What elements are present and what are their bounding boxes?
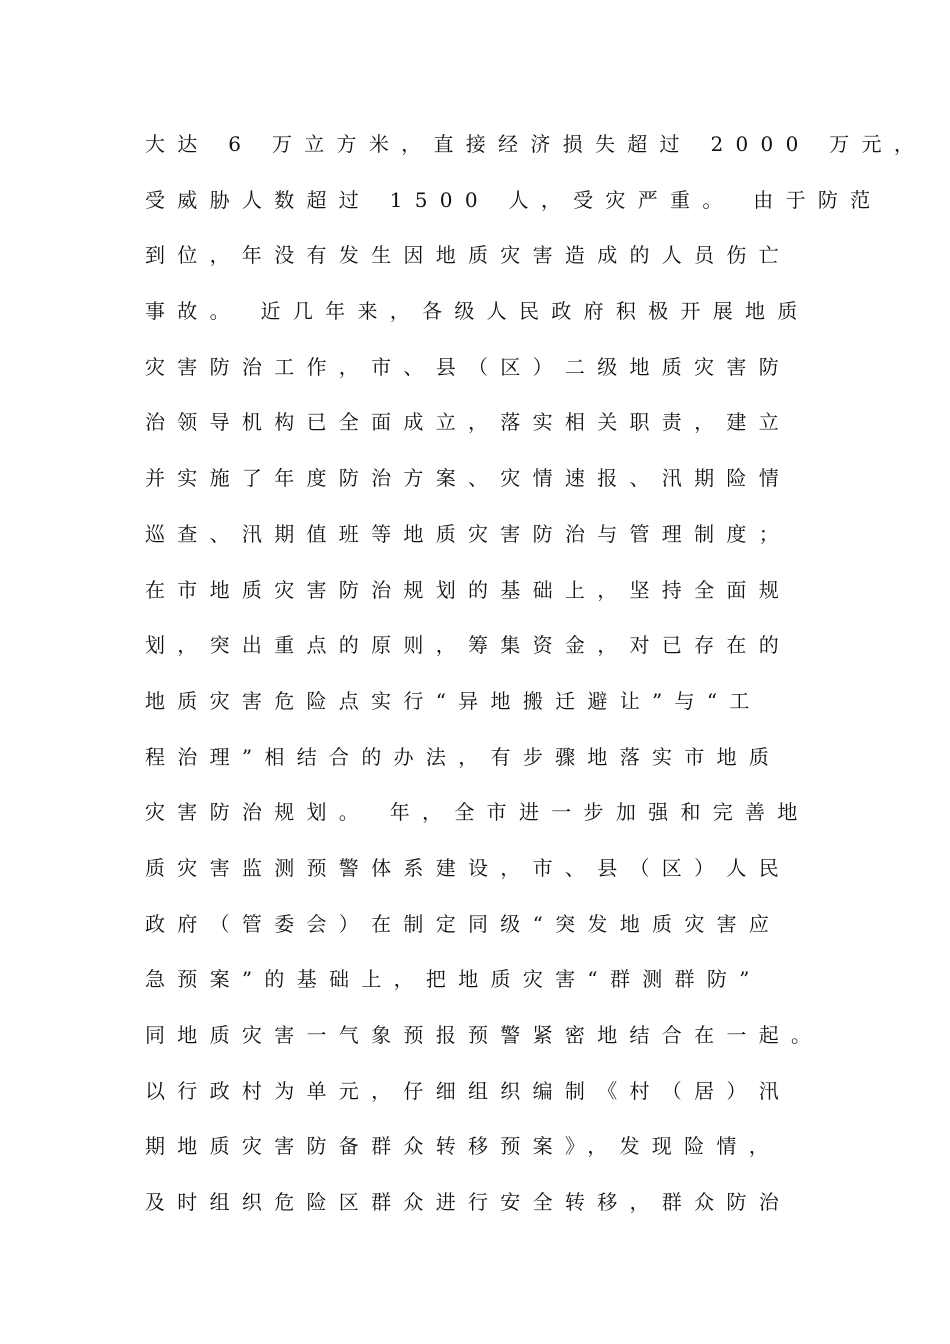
text-line: 受威胁人数超过 1500 人，受灾严重。 由于防范 — [145, 187, 883, 212]
text-line: 在市地质灾害防治规划的基础上，坚持全面规 — [145, 577, 791, 602]
text-line: 地质灾害危险点实行“异地搬迁避让”与“工 — [145, 688, 762, 713]
text-line: 及时组织危险区群众进行安全转移，群众防治 — [145, 1190, 791, 1215]
text-line: 程治理”相结合的办法，有步骤地落实市地质 — [145, 744, 782, 769]
text-line: 以行政村为单元，仔细组织编制《村（居）汛 — [145, 1078, 791, 1103]
text-line: 划，突出重点的原则，筹集资金，对已存在的 — [145, 633, 791, 658]
text-line: 政府（管委会）在制定同级“突发地质灾害应 — [145, 911, 782, 936]
text-line: 大达 6 万立方米，直接经济损失超过 2000 万元， — [145, 132, 927, 156]
text-line: 灾害防治规划。 年，全市进一步加强和完善地 — [145, 800, 810, 825]
text-line: 急预案”的基础上，把地质灾害“群测群防” — [145, 967, 762, 992]
text-line: 期地质灾害防备群众转移预案》，发现险情， — [145, 1134, 781, 1159]
text-line: 质灾害监测预警体系建设，市、县（区）人民 — [145, 855, 791, 880]
text-line: 同地质灾害一气象预报预警紧密地结合在一起。 — [145, 1023, 824, 1047]
text-line: 灾害防治工作，市、县（区）二级地质灾害防 — [145, 354, 791, 379]
text-line: 并实施了年度防治方案、灾情速报、汛期险情 — [145, 466, 791, 491]
text-line: 治领导机构已全面成立，落实相关职责，建立 — [145, 410, 791, 435]
body-text — [145, 128, 927, 1242]
text-line: 巡查、汛期值班等地质灾害防治与管理制度； — [145, 521, 791, 546]
text-line: 到位，年没有发生因地质灾害造成的人员伤亡 — [145, 243, 791, 268]
text-line: 事故。 近几年来，各级人民政府积极开展地质 — [145, 299, 810, 324]
